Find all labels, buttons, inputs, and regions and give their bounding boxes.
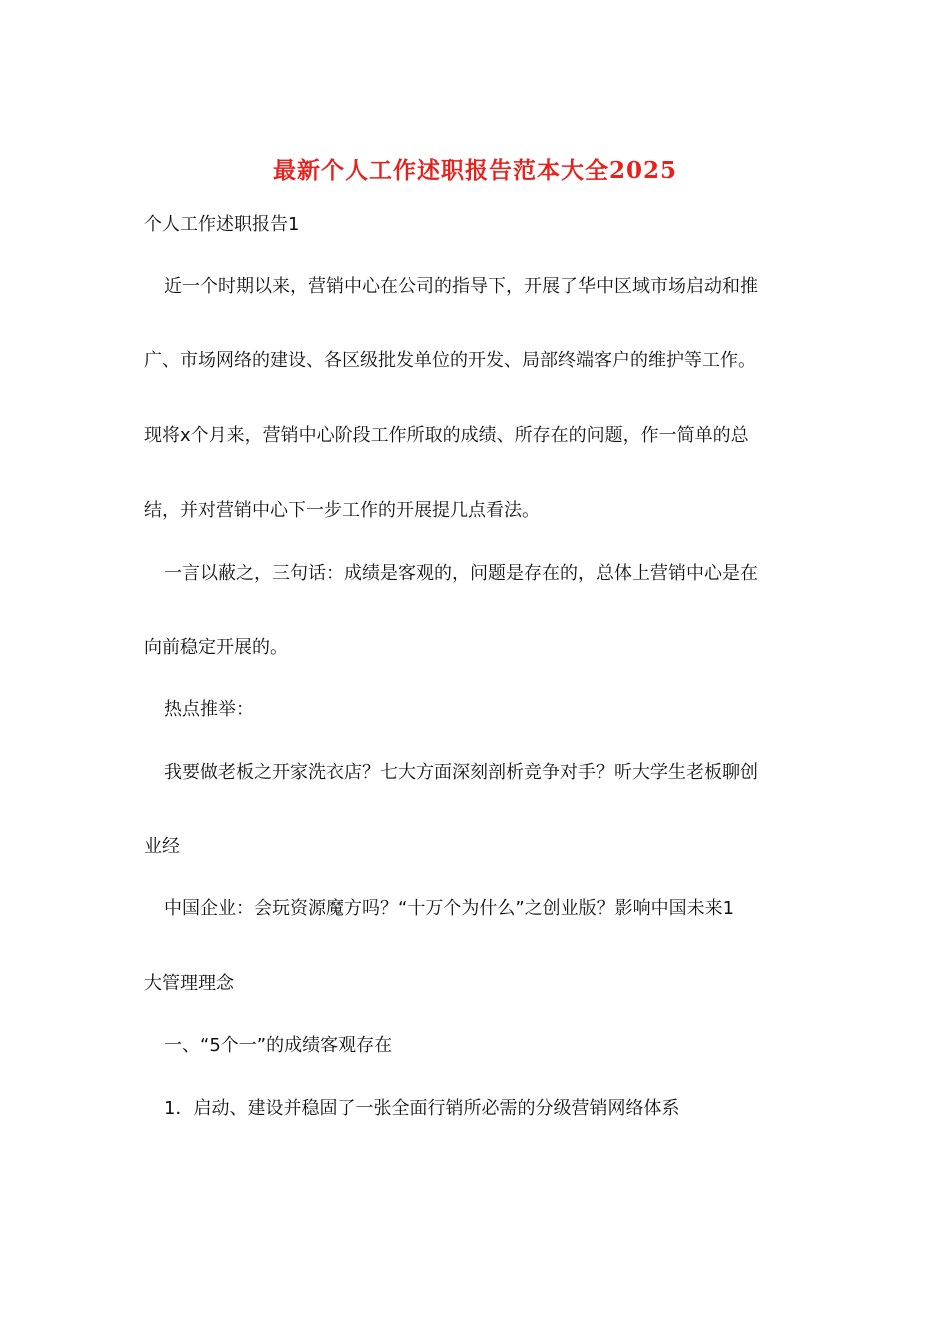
paragraph-line: 结，并对营销中心下一步工作的开展提几点看法。 <box>144 500 540 521</box>
list-item: 1．启动、建设并稳固了一张全面行销所必需的分级营销网络体系 <box>164 1098 680 1119</box>
paragraph-line: 中国企业：会玩资源魔方吗？“十万个为什么”之创业版？影响中国未来1 <box>164 898 735 919</box>
paragraph-line: 近一个时期以来，营销中心在公司的指导下，开展了华中区域市场启动和推 <box>164 276 758 297</box>
paragraph-line: 一言以蔽之，三句话：成绩是客观的，问题是存在的，总体上营销中心是在 <box>164 563 758 584</box>
paragraph-line: 大管理理念 <box>144 973 234 994</box>
paragraph-line: 现将x个月来，营销中心阶段工作所取的成绩、所存在的问题，作一简单的总 <box>144 425 749 446</box>
paragraph-line: 向前稳定开展的。 <box>144 637 288 658</box>
document-title: 最新个人工作述职报告范本大全2025 <box>272 157 677 184</box>
paragraph-line: 广、市场网络的建设、各区级批发单位的开发、局部终端客户的维护等工作。 <box>144 350 756 371</box>
paragraph-line: 我要做老板之开家洗衣店？七大方面深刻剖析竞争对手？听大学生老板聊创 <box>164 762 758 783</box>
subsection-heading: 一、“5个一”的成绩客观存在 <box>164 1035 393 1056</box>
hot-recommend-label: 热点推举： <box>164 699 254 720</box>
paragraph-line: 业经 <box>144 836 180 857</box>
section-heading: 个人工作述职报告1 <box>144 214 300 235</box>
